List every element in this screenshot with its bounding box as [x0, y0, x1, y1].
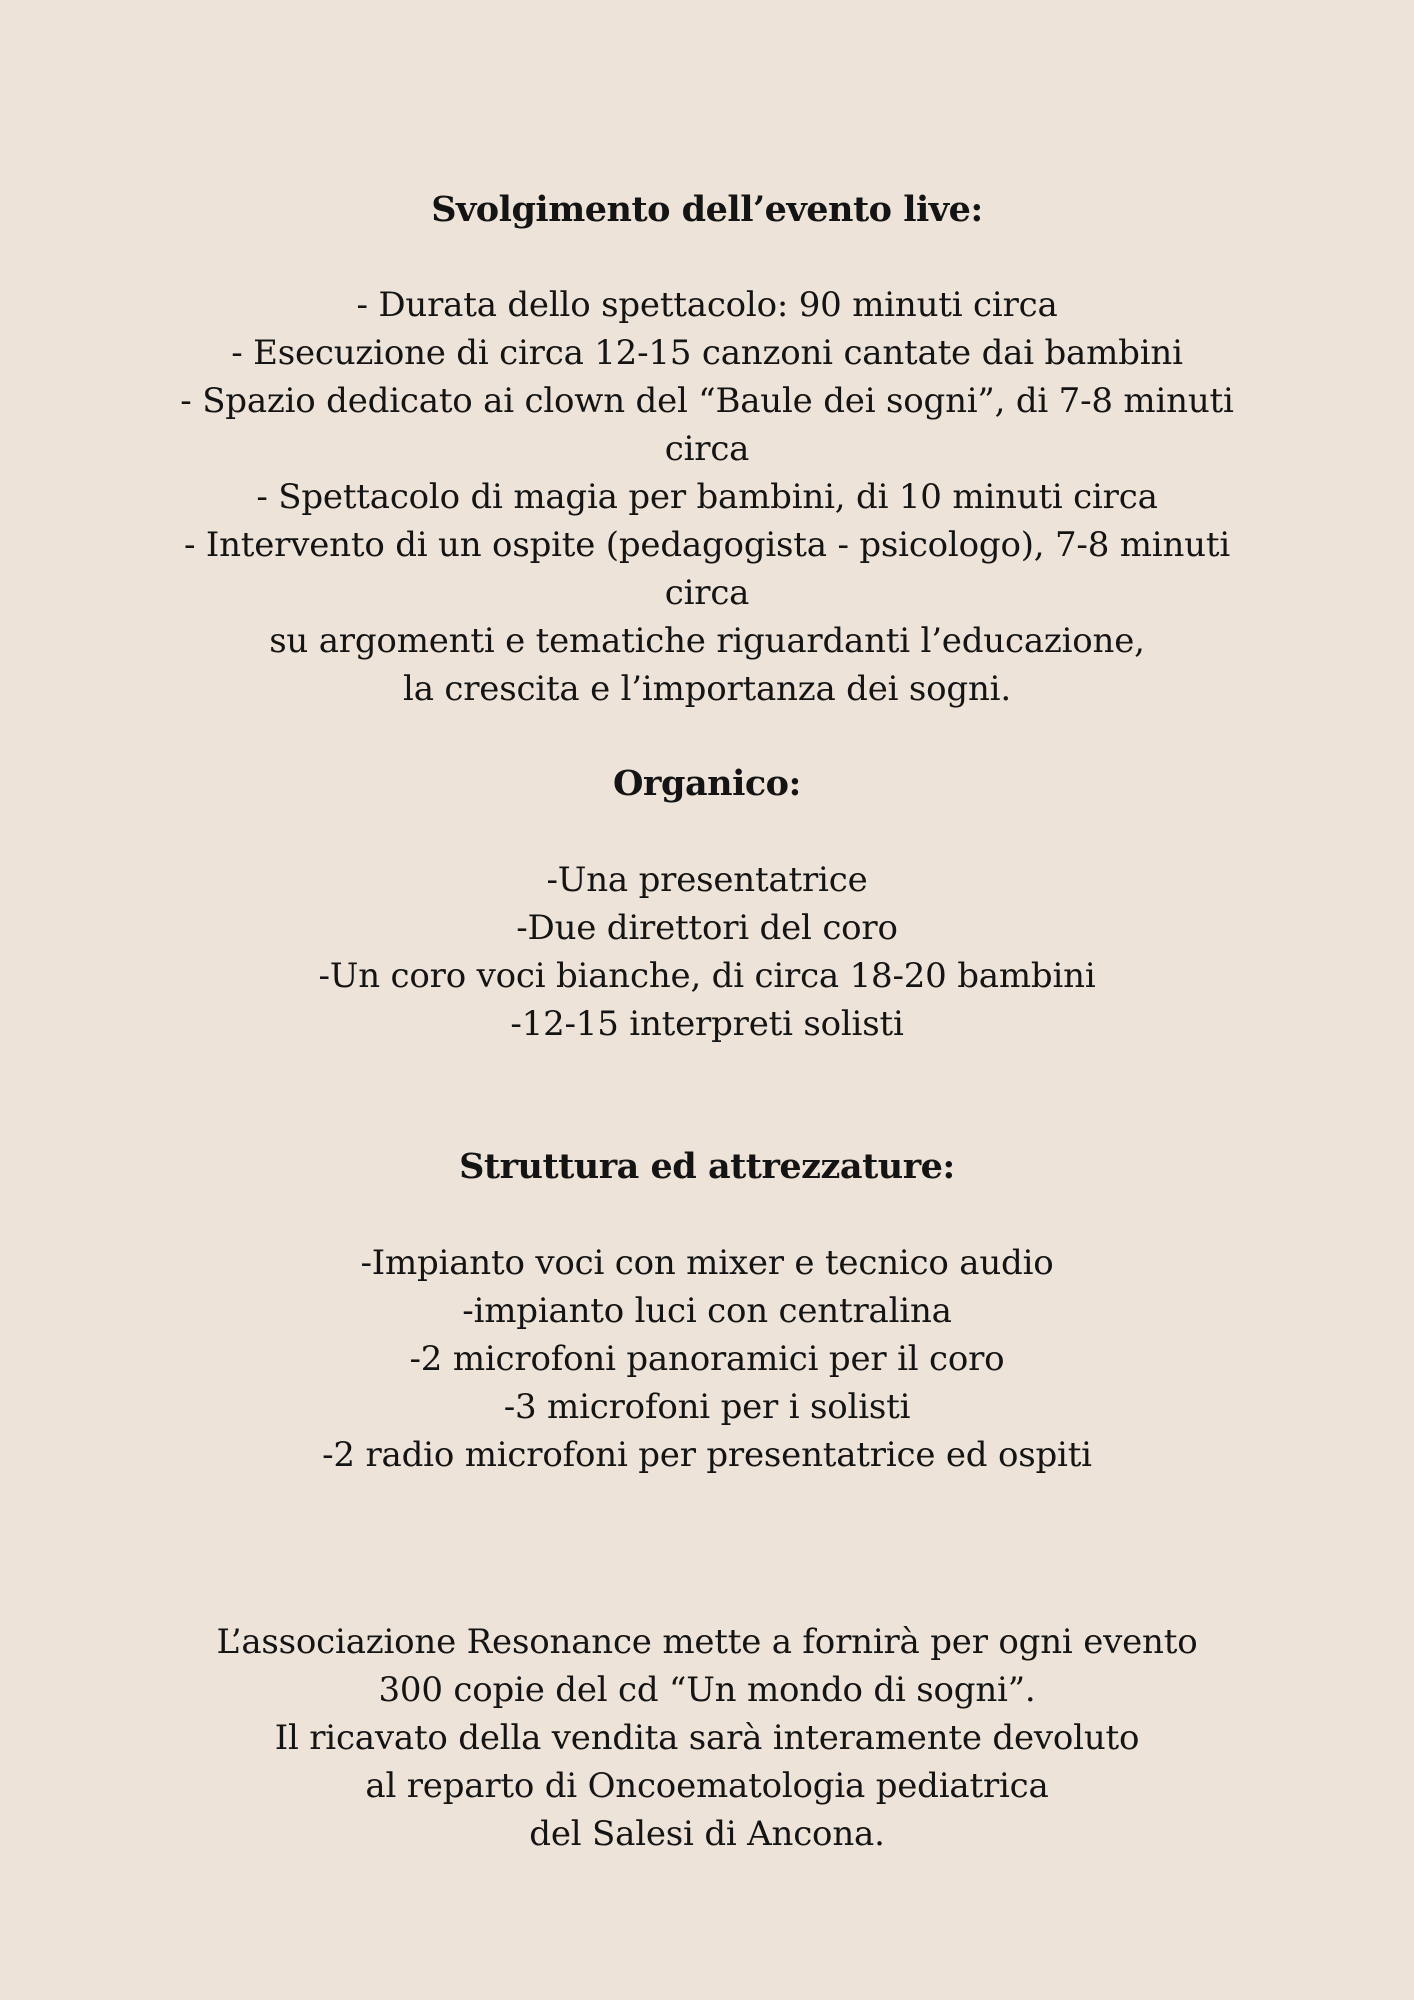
footer-line: L’associazione Resonance mette a fornirà per ogni evento: [216, 1622, 1198, 1662]
body-line: - Intervento di un ospite (pedagogista - psicologo), 7-8 minuti: [183, 525, 1231, 565]
footer-line: al reparto di Oncoematologia pediatrica: [365, 1766, 1049, 1806]
body-line: circa: [664, 429, 750, 469]
footer-line: Il ricavato della vendita sarà interamente devoluto: [274, 1718, 1140, 1758]
body-line: su argomenti e tematiche riguardanti l’educazione,: [269, 621, 1145, 661]
footer-line: del Salesi di Ancona.: [529, 1814, 885, 1854]
section-body: [0, 1239, 1414, 1479]
body-line: -Un coro voci bianche, di circa 18-20 bambini: [318, 956, 1096, 996]
body-line: -impianto luci con centralina: [462, 1291, 952, 1331]
section-heading: Svolgimento dell’evento live:: [431, 189, 983, 230]
body-line: -Impianto voci con mixer e tecnico audio: [360, 1243, 1054, 1283]
body-line: - Esecuzione di circa 12-15 canzoni cantate dai bambini: [231, 333, 1183, 373]
body-line: -Due direttori del coro: [516, 908, 898, 948]
body-line: -2 radio microfoni per presentatrice ed ospiti: [322, 1435, 1092, 1475]
body-line: -Una presentatrice: [546, 860, 868, 900]
section-heading: Organico:: [613, 763, 801, 804]
body-line: - Spettacolo di magia per bambini, di 10 minuti circa: [256, 477, 1158, 517]
body-line: - Spazio dedicato ai clown del “Baule dei sogni”, di 7-8 minuti: [180, 381, 1234, 421]
section-heading: Struttura ed attrezzature:: [459, 1146, 955, 1187]
body-line: -12-15 interpreti solisti: [510, 1004, 904, 1044]
section-svolgimento: [0, 186, 1414, 713]
body-line: circa: [664, 573, 750, 613]
body-line: -3 microfoni per i solisti: [503, 1387, 911, 1427]
section-struttura: [0, 1143, 1414, 1479]
footer-note: [0, 1618, 1414, 1858]
footer-line: 300 copie del cd “Un mondo di sogni”.: [378, 1670, 1036, 1710]
body-line: -2 microfoni panoramici per il coro: [409, 1339, 1005, 1379]
body-line: la crescita e l’importanza dei sogni.: [403, 669, 1011, 709]
footer-body: [0, 1618, 1414, 1858]
body-line: - Durata dello spettacolo: 90 minuti circa: [356, 285, 1058, 325]
section-organico: [0, 760, 1414, 1048]
section-body: [0, 281, 1414, 713]
section-body: [0, 856, 1414, 1048]
